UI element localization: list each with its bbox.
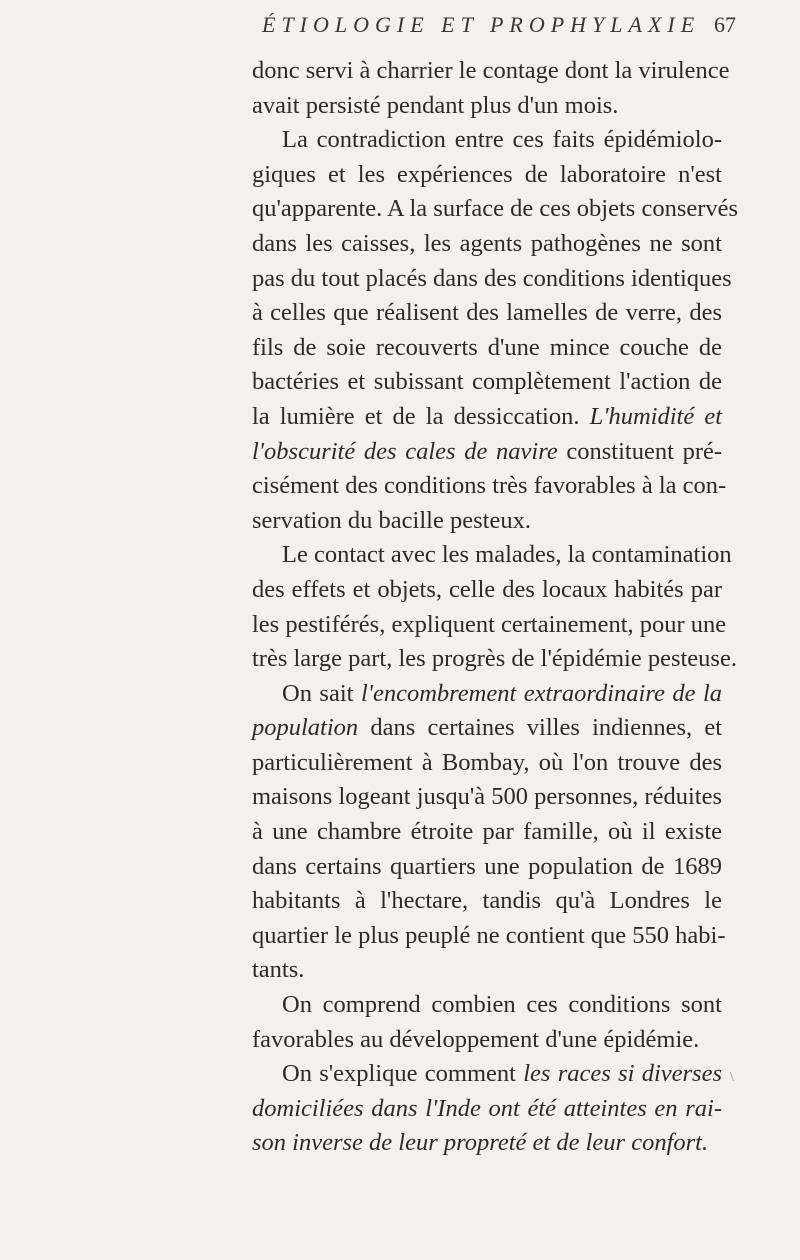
text-line — [252, 192, 739, 227]
text-line — [252, 1126, 722, 1161]
text-run: bactéries et subissant complètement l'action de — [252, 368, 722, 396]
text-line — [252, 158, 722, 193]
text-line — [252, 608, 727, 643]
text-run: dans certains quartiers une population de 1689 — [252, 852, 722, 880]
text-line — [252, 1092, 722, 1127]
running-head — [0, 8, 800, 48]
text-line — [252, 365, 722, 400]
italic-text: population — [252, 714, 359, 742]
page-number: 67 — [714, 12, 736, 37]
italic-text: les races si diverses — [523, 1060, 722, 1088]
text-line — [252, 296, 722, 331]
text-run: On s'explique comment — [282, 1060, 524, 1088]
text-line — [252, 538, 732, 573]
text-line — [252, 227, 722, 262]
text-run: maisons logeant jusqu'à 500 personnes, réduites — [252, 783, 722, 811]
text-line — [252, 746, 722, 781]
text-line — [252, 89, 722, 124]
text-run: fils de soie recouverts d'une mince couche de — [252, 333, 722, 361]
text-run: tants. — [252, 956, 305, 984]
running-title: ÉTIOLOGIE ET PROPHYLAXIE — [262, 12, 701, 37]
text-line — [252, 400, 722, 435]
text-run: dans certaines villes indiennes, et — [358, 714, 722, 742]
text-run: très large part, les progrès de l'épidémie pesteuse. — [252, 645, 737, 673]
text-line — [252, 504, 722, 539]
text-run: favorables au développement d'une épidémie. — [252, 1025, 700, 1053]
text-line — [252, 1057, 722, 1092]
body-text — [252, 54, 739, 1161]
text-run: constituent pré- — [557, 437, 723, 465]
text-line — [252, 54, 730, 89]
stray-mark: \ — [730, 1070, 734, 1085]
text-run: pas du tout placés dans des conditions identiques — [252, 264, 732, 292]
text-line — [252, 262, 732, 297]
text-line — [252, 988, 722, 1023]
text-run: la lumière et de la dessiccation. — [252, 402, 590, 430]
text-line — [252, 642, 737, 677]
text-run: habitants à l'hectare, tandis qu'à Londres le — [252, 887, 722, 915]
italic-text: domiciliées dans l'Inde ont été atteintes en rai- — [252, 1094, 722, 1122]
text-line — [252, 469, 727, 504]
text-line — [252, 919, 726, 954]
text-line — [252, 711, 722, 746]
text-run: cisément des conditions très favorables à la con- — [252, 472, 727, 500]
text-run: On sait — [282, 679, 361, 707]
text-run: qu'apparente. A la surface de ces objets conservés — [252, 195, 739, 223]
text-run: les pestiférés, expliquent certainement, pour une — [252, 610, 727, 638]
text-run: donc servi à charrier le contage dont la virulence — [252, 57, 730, 84]
text-line — [252, 573, 722, 608]
text-line — [252, 780, 722, 815]
text-run: quartier le plus peuplé ne contient que 550 habi- — [252, 921, 726, 949]
text-run: La contradiction entre ces faits épidémiolo- — [282, 126, 722, 154]
text-line — [252, 850, 722, 885]
text-line — [252, 953, 722, 988]
text-run: servation du bacille pesteux. — [252, 506, 531, 534]
text-line — [252, 331, 722, 366]
text-run: à une chambre étroite par famille, où il existe — [252, 818, 722, 846]
text-line — [252, 677, 722, 712]
text-run: à celles que réalisent des lamelles de verre, des — [252, 299, 722, 327]
text-line — [252, 884, 722, 919]
text-run: Le contact avec les malades, la contamination — [282, 541, 732, 569]
text-run: dans les caisses, les agents pathogènes ne sont — [252, 229, 722, 257]
text-run: On comprend combien ces conditions sont — [282, 991, 722, 1019]
text-run: giques et les expériences de laboratoire n'est — [252, 160, 722, 188]
italic-text: L'humidité et — [589, 402, 722, 430]
text-line — [252, 123, 722, 158]
text-run: particulièrement à Bombay, où l'on trouve des — [252, 748, 722, 776]
text-line — [252, 1023, 722, 1058]
text-run: avait persisté pendant plus d'un mois. — [252, 91, 619, 119]
italic-text: l'obscurité des cales de navire — [252, 437, 558, 465]
text-line — [252, 435, 722, 470]
text-line — [252, 815, 722, 850]
text-run: des effets et objets, celle des locaux habités par — [252, 575, 722, 603]
italic-text: l'encombrement extraordinaire de la — [360, 679, 723, 707]
italic-text: son inverse de leur propreté et de leur confort. — [252, 1129, 709, 1157]
